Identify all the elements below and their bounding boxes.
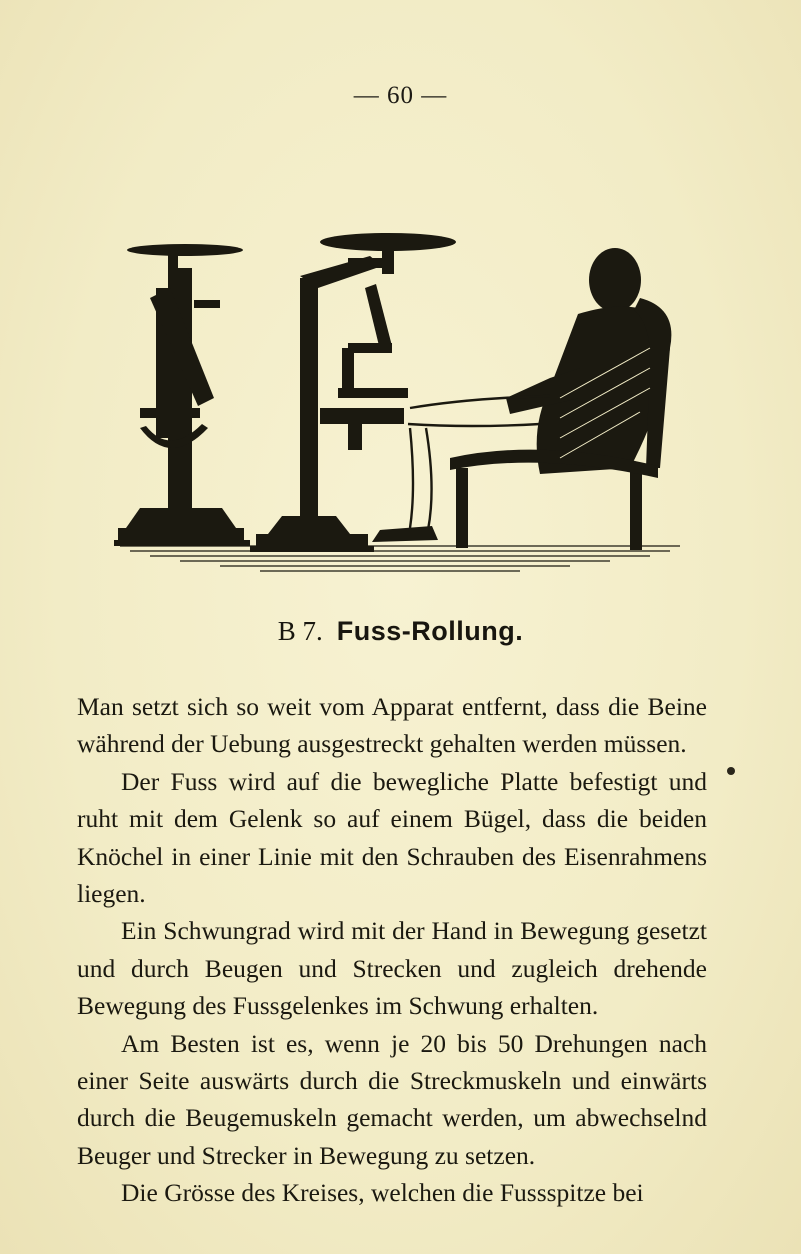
figure-caption <box>0 616 801 647</box>
figure-title: Fuss-Rollung. <box>336 616 524 646</box>
body-text <box>77 688 707 1212</box>
paragraph: Der Fuss wird auf die bewegliche Platte befestigt und ruht mit dem Gelenk so auf einem Bügel, dass die beiden Knöchel in einer Linie mit den Schrauben des Eisenrahmens liegen. <box>77 766 707 909</box>
paragraph: Am Besten ist es, wenn je 20 bis 50 Drehungen nach einer Seite auswärts durch die Streckmuskeln und einwärts durch die Beugemuskeln gemacht werden, um abwechselnd Beuger und Strecker in Bewegung zu setzen. <box>77 1028 707 1170</box>
apparatus-illustration <box>110 228 690 598</box>
paragraph: Ein Schwungrad wird mit der Hand in Bewegung gesetzt und durch Beugen und Strecken und zugleich drehende Bewegung des Fussgelenkes im Schwung erhalten. <box>77 916 707 1021</box>
paragraph: Man setzt sich so weit vom Apparat entfernt, dass die Beine während der Uebung ausgestreckt gehalten werden müssen. <box>77 692 707 759</box>
page-number: — 60 — <box>353 82 448 109</box>
paragraph: Die Grösse des Kreises, welchen die Fussspitze bei <box>121 1178 644 1208</box>
ink-spot <box>727 767 735 775</box>
figure-number: B 7. <box>277 616 323 646</box>
